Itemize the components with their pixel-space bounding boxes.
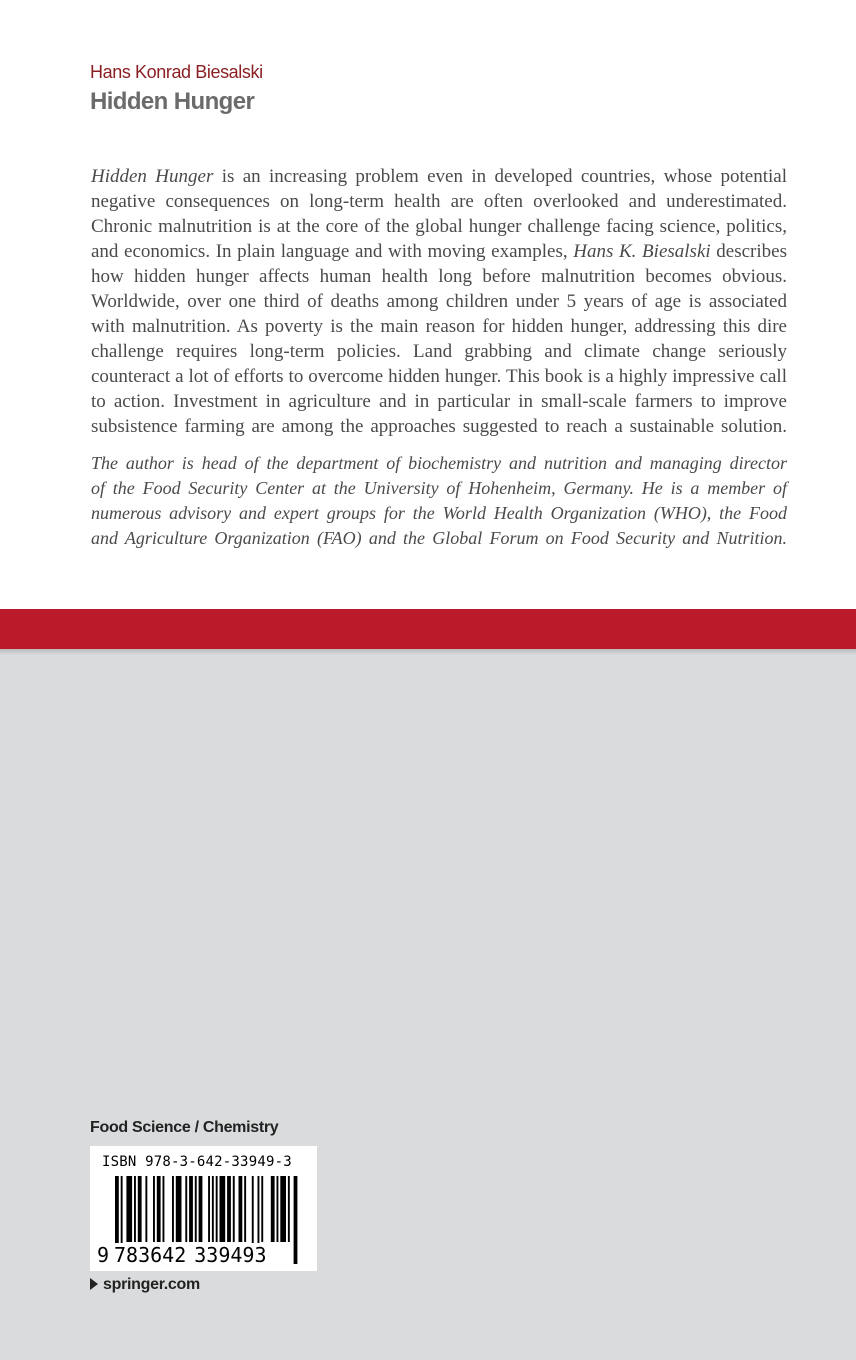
blurb-line xyxy=(91,314,787,339)
barcode-bar xyxy=(138,1176,142,1242)
barcode-bar xyxy=(157,1176,161,1242)
bio-line: of the Food Security Center at the University of Hohenheim, Germany. He is a member of xyxy=(91,478,787,498)
blurb-text-segment: and economics. In plain language and with moving examples, xyxy=(91,241,574,262)
ean-right-digits: 339493 xyxy=(194,1243,267,1267)
blurb-text-segment: is an increasing problem even in developed countries, whose potential xyxy=(213,166,788,187)
ean-first-digit: 9 xyxy=(97,1243,110,1267)
blurb-line xyxy=(91,389,787,414)
barcode-bar xyxy=(277,1176,279,1242)
blurb-line xyxy=(91,164,787,189)
blurb-line xyxy=(91,189,787,214)
barcode-bar xyxy=(280,1176,286,1242)
barcode-bar xyxy=(288,1176,290,1242)
blurb-text-segment: Worldwide, over one third of deaths among children under 5 years of age is associated xyxy=(91,291,787,312)
barcode-bar xyxy=(176,1176,182,1242)
blurb-text-segment: with malnutrition. As poverty is the main reason for hidden hunger, addressing this dire xyxy=(91,316,787,337)
barcode-bar xyxy=(220,1176,226,1242)
blurb-line xyxy=(91,239,787,264)
barcode-bar xyxy=(208,1176,210,1242)
barcode-bar xyxy=(189,1176,193,1242)
barcode-bar xyxy=(145,1176,147,1242)
red-band xyxy=(0,609,856,649)
barcode-bar xyxy=(216,1176,218,1242)
barcode-bar xyxy=(163,1176,165,1242)
author-bio xyxy=(91,451,787,551)
barcode-bar xyxy=(199,1176,203,1242)
barcode-bar xyxy=(134,1176,136,1242)
blurb-text-segment: negative consequences on long-term health are often overlooked and underestimated. xyxy=(91,191,787,212)
bio-line: numerous advisory and expert groups for the World Health Organization (WHO), the Food xyxy=(91,503,787,523)
blurb-text-segment: how hidden hunger affects human health long before malnutrition becomes obvious. xyxy=(91,266,787,287)
blurb-italic-text: Hans K. Biesalski xyxy=(573,241,711,262)
ean-left-digits: 783642 xyxy=(114,1243,187,1267)
blurb-text-segment: subsistence farming are among the approaches suggested to reach a sustainable solution. xyxy=(91,416,787,437)
website-text: springer.com xyxy=(103,1276,200,1293)
subject-category: Food Science / Chemistry xyxy=(90,1119,279,1136)
website-link[interactable] xyxy=(90,1276,200,1294)
book-title: Hidden Hunger xyxy=(90,88,255,115)
bio-line: The author is head of the department of biochemistry and nutrition and managing director xyxy=(91,453,787,473)
blurb-text-segment: Chronic malnutrition is at the core of the global hunger challenge facing science, politics, xyxy=(91,216,787,237)
barcode-bar xyxy=(227,1176,231,1242)
barcode-bar xyxy=(271,1176,275,1242)
blurb-line xyxy=(91,414,787,439)
blurb-line xyxy=(91,364,787,389)
ean-digits xyxy=(114,1243,267,1267)
barcode-bar xyxy=(126,1176,132,1242)
barcode-bar xyxy=(153,1176,155,1242)
blurb-line xyxy=(91,339,787,364)
blurb-text xyxy=(91,164,787,439)
barcode-bar xyxy=(172,1176,174,1242)
barcode-bar xyxy=(294,1176,298,1264)
barcode-bar xyxy=(195,1176,197,1242)
isbn-label: ISBN 978-3-642-33949-3 xyxy=(102,1154,292,1170)
blurb-line xyxy=(91,289,787,314)
barcode-bar xyxy=(185,1176,187,1242)
barcode-box xyxy=(90,1146,317,1271)
bio-line: and Agriculture Organization (FAO) and the Global Forum on Food Security and Nutrition. xyxy=(91,528,787,548)
cover-top-panel xyxy=(0,0,856,609)
arrow-icon xyxy=(90,1278,98,1290)
barcode-bar xyxy=(233,1176,235,1242)
blurb-line xyxy=(91,214,787,239)
blurb-line xyxy=(91,264,787,289)
blurb-text-segment: counteract a lot of efforts to overcome hidden hunger. This book is a highly impressive call xyxy=(91,366,787,387)
blurb-text-segment: to action. Investment in agriculture and in particular in small-scale farmers to improve xyxy=(91,391,787,412)
blurb-text-segment: challenge requires long-term policies. Land grabbing and climate change seriously xyxy=(91,341,787,362)
blurb-italic-text: Hidden Hunger xyxy=(91,166,214,187)
barcode-bar xyxy=(239,1176,243,1242)
barcode-bar xyxy=(212,1176,214,1242)
barcode-bar xyxy=(244,1176,246,1242)
barcode-bar xyxy=(261,1176,263,1242)
blurb-text-segment: describes xyxy=(710,241,787,262)
author-name: Hans Konrad Biesalski xyxy=(90,62,263,82)
